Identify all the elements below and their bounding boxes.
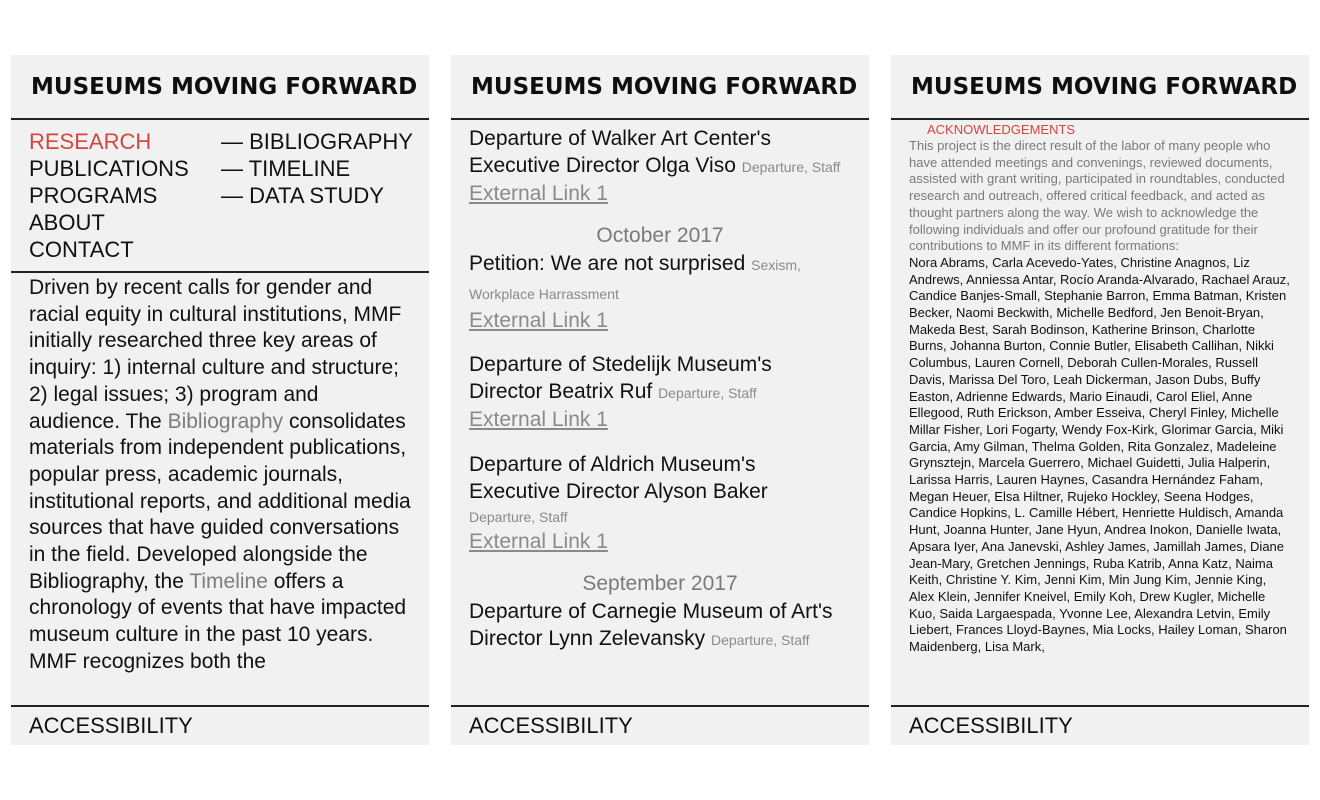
nav-item-programs[interactable]: PROGRAMS <box>29 183 158 208</box>
bibliography-link[interactable]: Bibliography <box>167 409 284 433</box>
external-link[interactable]: External Link 1 <box>469 530 608 553</box>
month-heading: September 2017 <box>582 572 738 595</box>
accessibility-link[interactable]: ACCESSIBILITY <box>29 713 193 738</box>
subnav-item-data-study[interactable]: — DATA STUDY <box>221 183 384 208</box>
timeline-event <box>469 351 851 433</box>
event-tags: Departure, Staff <box>711 632 810 648</box>
nav-item-about[interactable]: ABOUT <box>29 210 105 235</box>
nav-item-contact[interactable]: CONTACT <box>29 237 134 262</box>
subnav-item-timeline[interactable]: — TIMELINE <box>221 156 351 181</box>
accessibility-link[interactable]: ACCESSIBILITY <box>469 713 633 738</box>
research-panel <box>11 55 429 745</box>
external-link[interactable]: External Link 1 <box>469 309 608 332</box>
month-heading: October 2017 <box>596 224 724 247</box>
about-panel <box>891 55 1309 745</box>
external-link[interactable]: External Link 1 <box>469 408 608 431</box>
site-title[interactable]: MUSEUMS MOVING FORWARD <box>471 73 858 100</box>
nav-item-research[interactable]: RESEARCH <box>29 129 152 154</box>
acknowledgements-title: ACKNOWLEDGEMENTS <box>927 122 1076 137</box>
acknowledgements-names: Nora Abrams, Carla Acevedo-Yates, Christine Anagnos, Liz Andrews, Anniessa Antar, Rocío Aranda-Alvarado, Rachael Arauz, Candice Banjes-Small, Stephanie Barron, Emma Batman, Kristen Becker, Naomi Beckwith, Michelle Bedford, Jen Benoit-Bryan, Makeda Best, Sarah Bodinson, Katherine Brinson, Charlotte Burns, Johanna Burton, Connie Butler, Elisabeth Callihan, Nikki Columbus, Lauren Cornell, Deborah Cullen-Morales, Russell Davis, Marissa Del Toro, Leah Dickerman, Jason Dubs, Buffy Easton, Adrienne Edwards, Mario Einaudi, Carol Eliel, Anne Ellegood, Ruth Erickson, Amber Esseiva, Cheryl Finley, Michelle Millar Fisher, Lori Fogarty, Wendy Fox-Kirk, Glorimar Garcia, Miki Garcia, Amy Gilman, Thelma Golden, Rita Gonzalez, Madeleine Grynsztejn, Marcela Guerrero, Michael Guidetti, Julia Halperin, Larissa Harris, Lauren Haynes, Casandra Hernández Faham, Megan Heuer, Elsa Hiltner, Rujeko Hockley, Seena Hodges, Candice Hopkins, L. Camille Hébert, Henriette Huldisch, Amanda Hunt, Joanna Hunter, Jane Hyun, Andrea Inokon, Danielle Iwata, Apsara Iyer, Ana Janevski, Ashley James, Jamillah James, Diane Jean-Mary, Gretchen Jennings, Ruba Katrib, Anna Katz, Naima Keith, Christine Y. Kim, Jenni Kim, Min Jung Kim, Jennie King, Alex Klein, Jennifer Kneivel, Emily Koh, Drew Kugler, Michelle Kuo, Saida Largaespada, Yvonne Lee, Alexandra Letvin, Emily Liebert, Frances Lloyd-Baynes, Mia Locks, Hailey Loman, Sharon Maidenberg, Lisa Mark, <box>909 254 1290 655</box>
event-title: Petition: We are not surprised <box>469 252 746 275</box>
site-header <box>451 55 869 120</box>
event-tags: Departure, Staff <box>658 385 757 401</box>
intro-part-1: Driven by recent calls for gender and racial equity in cultural institutions, MMF initially researched three key areas of inquiry: 1) internal culture and structure; 2) legal issues; 3) program and audience. The <box>29 276 402 433</box>
main-nav <box>11 120 429 273</box>
timeline-link[interactable]: Timeline <box>189 569 268 593</box>
intro-part-3: offers a chronology of events that have impacted museum culture in the past 10 years. MMF recognizes both the <box>29 569 407 673</box>
event-tags: Departure, Staff <box>469 509 568 525</box>
site-title[interactable]: MUSEUMS MOVING FORWARD <box>31 73 418 100</box>
site-title[interactable]: MUSEUMS MOVING FORWARD <box>911 73 1298 100</box>
acknowledgements-intro: This project is the direct result of the labor of many people who have attended meetings and convenings, reviewed documents, assisted with grant writing, participated in roundtables, conducted research and outreach, offered critical feedback, and acted as thought partners along the way. We wish to acknowledge the following individuals and offer our profound gratitude for their contributions to MMF in its different formations: <box>909 138 1285 254</box>
event-tags: Sexism, Workplace Harrassment <box>469 257 801 302</box>
timeline-event <box>469 250 851 334</box>
intro-part-2: consolidates materials from independent publications, popular press, academic journals, institutional reports, and additional media sources that have guided conversations in the field. Developed alongside the Bibliography, the <box>29 409 411 593</box>
timeline-event <box>469 598 851 654</box>
acknowledgements-section <box>891 120 1309 656</box>
footer <box>451 705 869 745</box>
event-title: Departure of Carnegie Museum of Art's Director Lynn Zelevansky <box>469 600 833 650</box>
footer <box>11 705 429 745</box>
accessibility-link[interactable]: ACCESSIBILITY <box>909 713 1073 738</box>
nav-item-publications[interactable]: PUBLICATIONS <box>29 156 189 181</box>
intro-text <box>11 273 429 676</box>
timeline-event <box>469 451 851 555</box>
timeline-panel <box>451 55 869 745</box>
footer <box>891 705 1309 745</box>
event-tags: Departure, Staff <box>741 159 841 175</box>
timeline-list <box>451 120 869 654</box>
primary-nav <box>29 128 189 263</box>
subnav-item-bibliography[interactable]: — BIBLIOGRAPHY <box>221 129 413 154</box>
external-link[interactable]: External Link 1 <box>469 182 608 205</box>
site-header <box>11 55 429 120</box>
event-title: Departure of Aldrich Museum's Executive Director Alyson Baker <box>469 453 768 503</box>
timeline-event <box>469 125 851 207</box>
event-title: Departure of Walker Art Center's Executive Director Olga Viso <box>469 127 772 177</box>
site-header <box>891 55 1309 120</box>
event-title: Departure of Stedelijk Museum's Director Beatrix Ruf <box>469 353 772 403</box>
secondary-nav <box>221 128 413 209</box>
